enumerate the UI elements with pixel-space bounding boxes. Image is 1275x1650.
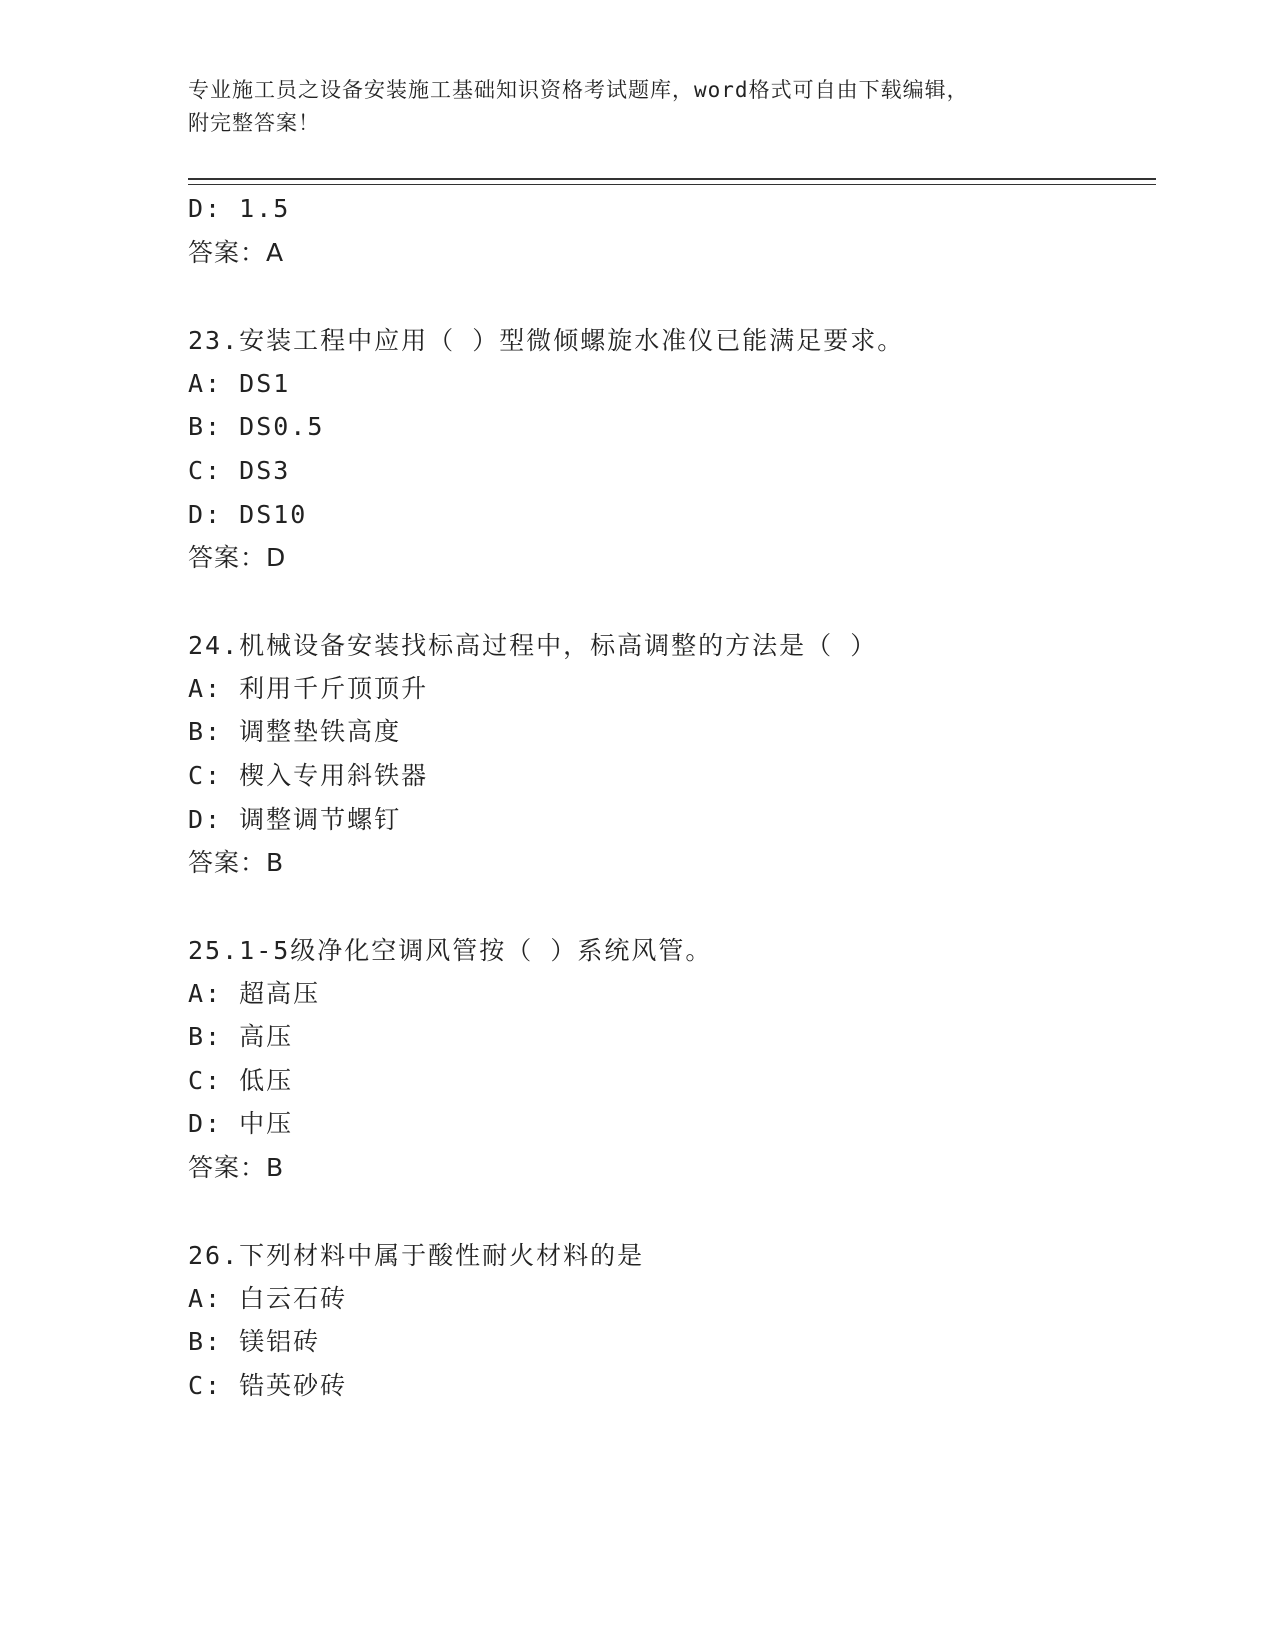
question-23-option-a: A: DS1 [188,369,291,398]
header-divider-thin [188,184,1156,185]
header-line-1: 专业施工员之设备安装施工基础知识资格考试题库，word格式可自由下载编辑， [188,78,969,102]
question-23-stem: 23.安装工程中应用（ ）型微倾螺旋水准仪已能满足要求。 [188,326,905,355]
question-24-option-d: D: 调整调节螺钉 [188,805,402,834]
question-24-option-b: B: 调整垫铁高度 [188,717,402,746]
question-26-stem: 26.下列材料中属于酸性耐火材料的是 [188,1241,645,1270]
question-25-stem: 25.1-5级净化空调风管按（ ）系统风管。 [188,936,713,965]
question-25-answer: 答案：B [188,1153,285,1182]
prev-answer: 答案：A [188,238,285,267]
question-23-option-c: C: DS3 [188,456,291,485]
header-divider-thick [188,178,1156,180]
prev-option-d: D: 1.5 [188,194,291,223]
question-25-option-d: D: 中压 [188,1109,294,1138]
header-line-2: 附完整答案！ [188,111,320,135]
question-25-option-a: A: 超高压 [188,979,321,1008]
question-26-option-b: B: 镁铝砖 [188,1327,321,1356]
question-23-option-d: D: DS10 [188,500,308,529]
question-25-option-c: C: 低压 [188,1066,294,1095]
document-header [188,74,1088,140]
question-26-option-a: A: 白云石砖 [188,1284,348,1313]
question-26-option-c: C: 锆英砂砖 [188,1371,348,1400]
question-24-stem: 24.机械设备安装找标高过程中，标高调整的方法是（ ） [188,631,878,660]
question-25-option-b: B: 高压 [188,1022,294,1051]
question-24-option-a: A: 利用千斤顶顶升 [188,674,429,703]
question-24-answer: 答案：B [188,848,285,877]
question-23-answer: 答案：D [188,543,287,572]
question-23-option-b: B: DS0.5 [188,412,325,441]
question-24-option-c: C: 楔入专用斜铁器 [188,761,429,790]
